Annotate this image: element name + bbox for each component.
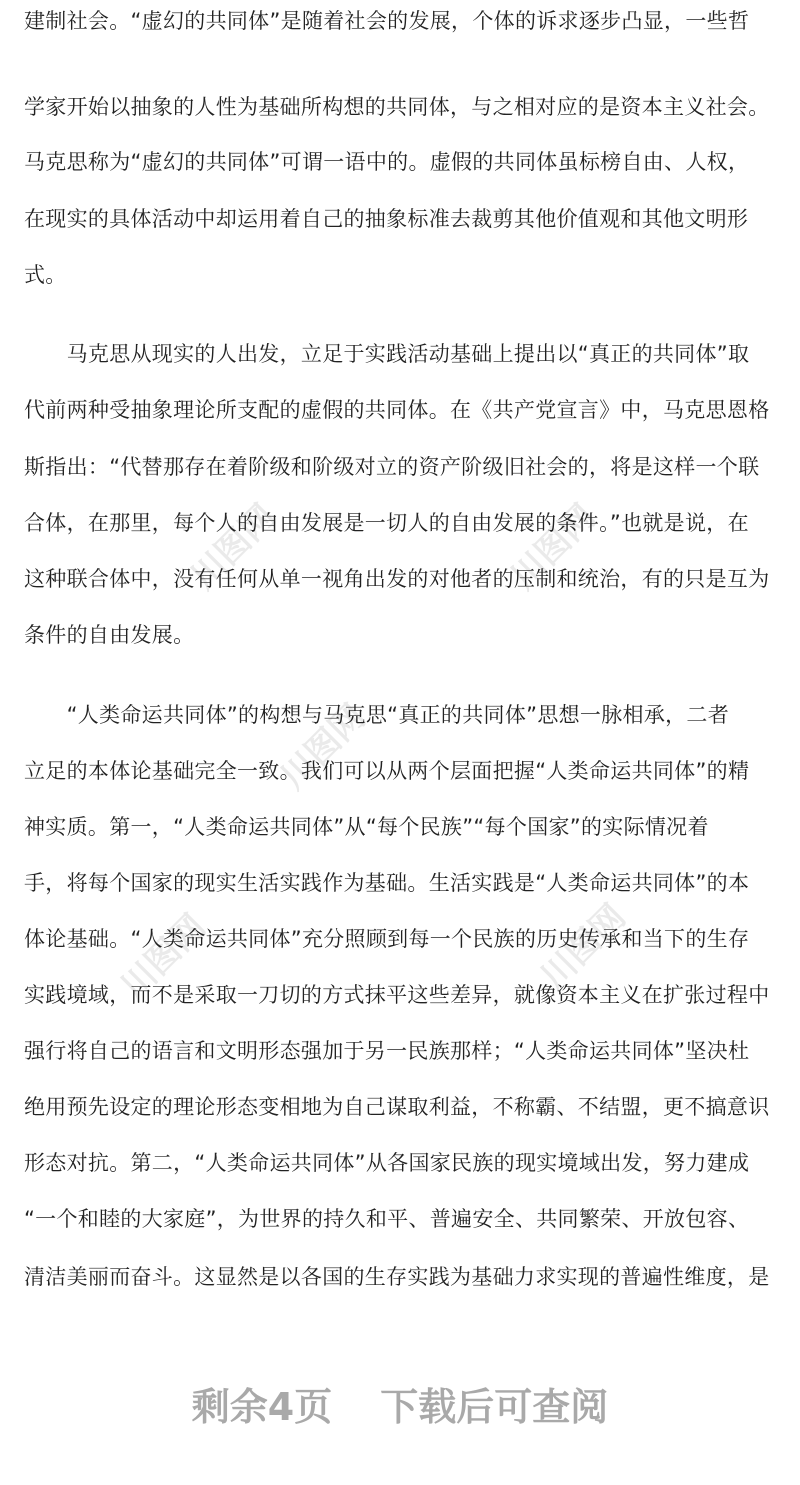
text-line: 形态对抗。第二，“人类命运共同体”从各国家民族的现实境域出发，努力建成 (24, 1151, 750, 1175)
text-line: 清洁美丽而奋斗。这显然是以各国的生存实践为基础力求实现的普遍性维度，是 (24, 1265, 770, 1289)
download-to-view-label: 下载后可查阅 (380, 1385, 609, 1429)
text-line: 这种联合体中，没有任何从单一视角出发的对他者的压制和统治，有的只是互为 (24, 567, 770, 591)
text-line: 手，将每个国家的现实生活实践作为基础。生活实践是“人类命运共同体”的本 (24, 871, 750, 895)
watermark: 川图网 (273, 696, 374, 798)
text-line: 式。 (24, 263, 67, 287)
text-line: 代前两种受抽象理论所支配的虚假的共同体。在《共产党宣言》中，马克思恩格 (24, 398, 770, 422)
watermark: 川图网 (533, 896, 634, 998)
text-line: 建制社会。“虚幻的共同体”是随着社会的发展，个体的诉求逐步凸显，一些哲 (24, 9, 750, 33)
text-line: 合体，在那里，每个人的自由发展是一切人的自由发展的条件。”也就是说，在 (24, 511, 749, 535)
text-line: 斯指出：“代替那存在着阶级和阶级对立的资产阶级旧社会的，将是这样一个联 (24, 455, 760, 479)
text-line: 绝用预先设定的理论形态变相地为自己谋取利益，不称霸、不结盟，更不搞意识 (24, 1095, 770, 1119)
text-line: 马克思称为“虚幻的共同体”可谓一语中的。虚假的共同体虽标榜自由、人权， (24, 150, 750, 174)
text-line: 马克思从现实的人出发，立足于实践活动基础上提出以“真正的共同体”取 (24, 342, 750, 366)
text-line: 神实质。第一，“人类命运共同体”从“每个民族”“每个国家”的实际情况着 (24, 815, 709, 839)
text-line: 强行将自己的语言和文明形态强加于另一民族那样；“人类命运共同体”坚决杜 (24, 1039, 750, 1063)
text-line: 学家开始以抽象的人性为基础所构想的共同体，与之相对应的是资本主义社会。 (24, 95, 770, 119)
text-line: 在现实的具体活动中却运用着自己的抽象标准去裁剪其他价值观和其他文明形 (24, 207, 749, 231)
text-line: 立足的本体论基础完全一致。我们可以从两个层面把握“人类命运共同体”的精 (24, 759, 750, 783)
text-line: “一个和睦的大家庭”，为世界的持久和平、普遍安全、共同繁荣、开放包容、 (24, 1207, 750, 1231)
text-line: 条件的自由发展。 (24, 623, 195, 647)
remaining-pages-label: 剩余4页 (191, 1385, 333, 1429)
watermark: 川图网 (503, 496, 604, 598)
watermark: 川图网 (113, 906, 214, 1008)
text-line: 实践境域，而不是采取一刀切的方式抹平这些差异，就像资本主义在扩张过程中 (24, 983, 770, 1007)
text-line: “人类命运共同体”的构想与马克思“真正的共同体”思想一脉相承，二者 (24, 703, 730, 727)
watermark: 川图网 (183, 496, 284, 598)
text-line: 体论基础。“人类命运共同体”充分照顾到每一个民族的历史传承和当下的生存 (24, 927, 750, 951)
download-prompt[interactable] (0, 1382, 800, 1432)
